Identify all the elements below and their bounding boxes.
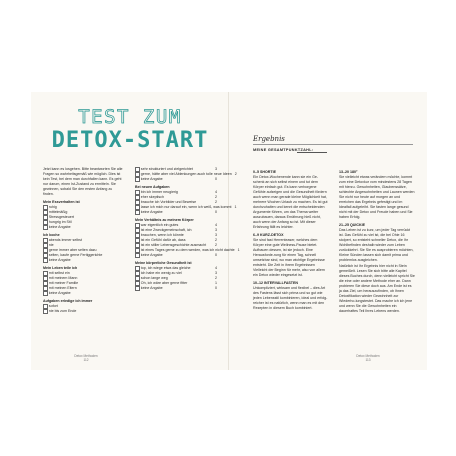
result-heading: 6–9 KURZ-DETOX [253, 233, 284, 237]
checkbox[interactable] [43, 205, 48, 210]
page-number: 113 [365, 358, 371, 362]
option-points: 0 [215, 177, 217, 181]
questions-column-2 [135, 167, 240, 291]
option-points: 1 [234, 205, 237, 209]
option-points: 1 [237, 248, 240, 252]
option-label: ist eine Zweckgemeinschaft, ich [140, 228, 192, 232]
result-text: Unkompliziert, wirksam und flexibel – dies Art des Fastens lässt sich prima und so gut wie jeden Lebensstil kombinieren, ideal und erfolg-reicher ist es natürlich, wenn man es mit den Rezepten in diesem Buch kombiniert. [253, 286, 328, 310]
option-points: 3 [215, 228, 217, 232]
option-points: 1 [215, 281, 217, 285]
score-input-line[interactable] [297, 152, 327, 153]
checkbox[interactable] [135, 276, 140, 281]
option-points: 2 [234, 172, 237, 176]
checkbox[interactable] [135, 238, 140, 243]
option-label: sehr strukturiert und zielgerichtet [140, 167, 193, 171]
ergebnis-heading: Ergebnis [253, 135, 285, 143]
option-label: mittelmäßig [48, 210, 68, 214]
checkbox[interactable] [135, 195, 140, 200]
result-heading: 0–5 SHORTIE [253, 170, 276, 174]
option-label: Oh, ich wäre aber gerne fitter [140, 281, 188, 285]
footer-name: Detox Methoden [356, 354, 380, 358]
option-label: mit selbst ein [48, 271, 70, 275]
checkbox[interactable] [135, 228, 140, 233]
checkbox[interactable] [43, 243, 48, 248]
result-text: Das Leben ist zu kurz, um jeder Tag verrückt ist. Das Gefühl zu viel ist, die bei Ohie 16 stolpert, so entsteht schneller Detox, die Ihr Wohlbefinden deshalb wieder zum Leben zurückkehrt. Sie Sie es ausprobieren möchten, Kleine Sünden lassen sich damit prima und problemlos ausgleichen. [339, 228, 414, 262]
left-page [31, 92, 240, 370]
question-heading: Mein Essverhalten ist [43, 200, 80, 204]
option-label: mit meinem Mann [48, 276, 78, 280]
checkbox[interactable] [135, 210, 140, 215]
book-spread [31, 92, 427, 370]
page-number: 112 [83, 358, 89, 362]
question-heading: Aufgaben erledige ich immer [43, 299, 93, 303]
option-label: sofort [48, 304, 58, 308]
option-label: keine Angabe [48, 225, 71, 229]
intro-text: Jetzt kann es losgehen. Bitte beantworten Sie alle Fragen so wahrheitsgemäß wie möglich. Dies ist kein Test, bei dem man durchfallen kann. Es geht nur darum, einen Ist-Zustand zu ermitteln. Sie gewinnen, sobald Sie den ersten Anfang zu finden. [43, 167, 123, 196]
option-label: keine Angabe [140, 177, 163, 181]
option-label: ist ein Gefühl dafür ab, dass [140, 238, 186, 242]
option-label: abends immer selbst [48, 238, 82, 242]
checkbox[interactable] [43, 220, 48, 225]
option-label: ist eines Tages gerne zu dem werden, was ich nicht dachte [140, 248, 235, 252]
checkbox[interactable] [135, 200, 140, 205]
option-label: top, ich wiege etwa das gleiche [140, 266, 191, 270]
answer-option[interactable] [43, 309, 123, 314]
option-label: hungrig im Stil [48, 220, 72, 224]
result-heading: 10–12 INTERVALLFASTEN [253, 281, 298, 285]
option-label: ist ein stiller Lebensgeschichte ausmacht [140, 243, 207, 247]
option-label: ruhig [48, 205, 57, 209]
option-label: brauche ich Vorbilder und Beweise [140, 200, 197, 204]
checkbox[interactable] [43, 225, 48, 230]
checkbox[interactable] [135, 190, 140, 195]
answer-option[interactable] [43, 225, 123, 230]
footer-name: Detox Methoden [74, 354, 98, 358]
checkbox[interactable] [135, 286, 140, 291]
option-points: 0 [215, 210, 217, 214]
title-line-2: DETOX-START [51, 128, 209, 153]
option-label: keine Angabe [140, 286, 163, 290]
option-label: keine Angabe [48, 291, 71, 295]
answer-option[interactable] [135, 177, 217, 182]
checkbox[interactable] [135, 177, 140, 182]
checkbox[interactable] [135, 172, 140, 177]
result-heading: 21–25 QUICKIE [339, 223, 365, 227]
option-label: gerne immer aber selten dazu [48, 248, 97, 252]
checkbox[interactable] [43, 210, 48, 215]
option-label: selten, kaufe gerne Fertiggerichte [48, 253, 103, 257]
option-label: keine Angabe [48, 258, 71, 262]
divider [253, 144, 413, 145]
right-page [229, 92, 427, 370]
option-points: 4 [215, 190, 217, 194]
option-label: keine Angabe [140, 253, 163, 257]
results-column-2 [339, 167, 415, 315]
option-points: 4 [215, 223, 217, 227]
checkbox[interactable] [135, 223, 140, 228]
answer-option[interactable] [135, 286, 217, 291]
option-points: 3 [215, 271, 217, 275]
answer-option[interactable] [43, 258, 123, 263]
checkbox[interactable] [43, 281, 48, 286]
result-text: Natürlich ist Ihr Ergebnis hier nicht in Stein gemeißelt. Lesen Sie sich bitte alle Kapitel dieses Buches durch, denn vielleicht spricht Sie die eine oder andere Methode eher an. Dann probieren Sie diese doch aus. Am Ende ist es ja das Ziel, um herauszufinden, ob Ihnen Detoxifikation wieder Gewohnheit zur Wiederho-lungstestet. Das mache ich ich jene und wenn Sie die Gewohnheiten ein dauerhaftes Teil Ihres Lebens werden. [339, 264, 415, 313]
option-label: nie bis zum Ende [48, 309, 77, 313]
option-label: eher skeptisch [140, 195, 164, 199]
question-heading: Meine körperliche Gesundheit ist [135, 261, 192, 265]
option-label: war eigentlich ein gutes [140, 223, 179, 227]
option-points: 4 [215, 266, 217, 270]
title-line-1: TEST ZUM [78, 106, 182, 128]
option-points: 0 [215, 253, 217, 257]
question-heading: Mein Leben teile ich [43, 266, 78, 270]
option-points: 2 [215, 243, 217, 247]
results-column-1 [253, 167, 329, 312]
checkbox[interactable] [43, 258, 48, 263]
checkbox[interactable] [43, 253, 48, 258]
question-heading: Mein Verhältnis zu meinem Körper [135, 218, 194, 222]
checkbox[interactable] [43, 248, 48, 253]
option-label: keine Angabe [140, 210, 163, 214]
checkbox[interactable] [43, 215, 48, 220]
result-text: Sie sind fast Herrenteaser, welches dem Körper eine gute Wellness-Pause bietet. Aufbauen dessen, ist sie jedoch. Eine Herausforde-rung für einen Tag, schnell umsetzbar sind, wo man wichtige Ergebnisse entsteht. Die Zeit in ihrem Ergebnissen Vielleicht der Beginn für mehr, also von allem ein Detox wieder eingesetzt ist. [253, 238, 325, 277]
result-heading: 13–20 180° [339, 170, 358, 174]
option-label: bin ich immer neugierig [140, 190, 178, 194]
checkbox[interactable] [43, 304, 48, 309]
left-footer [71, 354, 101, 362]
checkbox[interactable] [43, 271, 48, 276]
option-label: mit meiner Familie [48, 281, 79, 285]
answer-option[interactable] [135, 210, 217, 215]
questions-column-1 [43, 167, 123, 314]
checkbox[interactable] [43, 238, 48, 243]
option-label: Stressgesteuert [48, 215, 74, 219]
checkbox[interactable] [135, 205, 140, 210]
option-label: nie [48, 243, 54, 247]
option-label: mit meinen Eltern [48, 286, 77, 290]
score-label: MEINE GESAMTPUNKTZAHL: [253, 148, 314, 152]
option-points: 2 [215, 195, 217, 199]
option-points: 3 [215, 167, 217, 171]
option-points: 0 [215, 286, 217, 290]
option-label: schon lange weg [140, 276, 168, 280]
option-label: brauchen, wenn ich könnte [140, 233, 184, 237]
question-heading: Bei neuen Aufgaben [135, 185, 170, 189]
answer-option[interactable] [135, 253, 217, 258]
answer-option[interactable] [43, 291, 123, 296]
option-points: 2 [215, 238, 217, 242]
checkbox[interactable] [135, 167, 140, 172]
checkbox[interactable] [135, 253, 140, 258]
option-label: gerne, hätte aber viel Ablenkungen auch tolle neue Ideen [140, 172, 232, 176]
checkbox[interactable] [135, 248, 140, 253]
option-points: 3 [215, 233, 217, 237]
checkbox[interactable] [43, 276, 48, 281]
checkbox[interactable] [43, 309, 48, 314]
option-label: ich habe ein wenig zu viel [140, 271, 182, 275]
option-points: 2 [215, 200, 217, 204]
checkbox[interactable] [135, 243, 140, 248]
option-label: lasse ich mich nur darauf ein, wenn ich weiß, was kommt [140, 205, 232, 209]
checkbox[interactable] [43, 286, 48, 291]
right-footer [353, 354, 383, 362]
result-text: Sie vielleicht etwas verändern möchte, kommt zum eine Detoxkur vom mindestens 28 Tagen mit hierzu. Gewohnheiten, Glaubenssätze, schlechte Angewohnheiten und Launen werden Sie nicht nur heute auf morgen an und erreichen das Ergebnis gefestigt und im Idealfall aufgeleiht. Sie fasten lange gesund nicht mit der Detox und Freude haben und Sie haben Erfolg. [339, 175, 415, 219]
checkbox[interactable] [135, 233, 140, 238]
checkbox[interactable] [135, 281, 140, 286]
checkbox[interactable] [135, 271, 140, 276]
question-heading: Ich koche [43, 233, 60, 237]
checkbox[interactable] [135, 266, 140, 271]
checkbox[interactable] [43, 291, 48, 296]
option-points: 2 [215, 276, 217, 280]
result-text: Ein Detox-Wochenende kann sie ein Ge-schenk an sich selbst einem und tut dem Körper einfach gut. Es kann verborgene Gefühle aufzeigen und die Gesundheit fördern auch wenn man gerade kleine Möglichkeit hat, mehrere Wochen Urlaub zu machen. Es ist gut durchzuhalten und kennt die entscheidenden Argumente führen, um das Thema weiter auszubauen, daraus Ernährung hieß nicht, auch wenn der Anfang so ist. Mit dieser Erfahrung fällt es leichter. [253, 175, 328, 229]
